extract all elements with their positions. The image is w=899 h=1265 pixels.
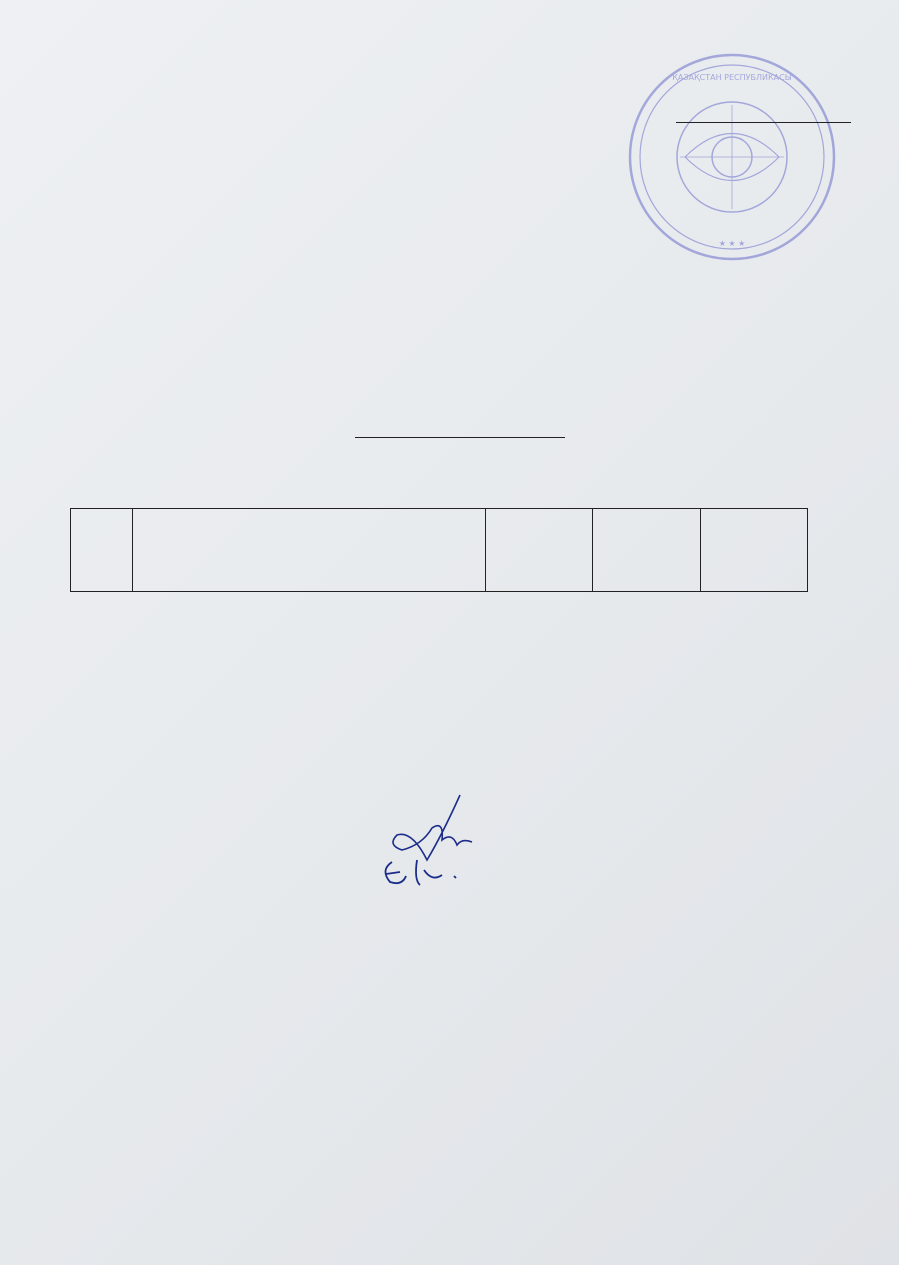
date-month xyxy=(425,437,565,438)
header-portion-7-10 xyxy=(485,509,592,592)
official-seal-icon xyxy=(625,50,840,265)
table-header-row xyxy=(71,509,808,592)
header-portion-15-18 xyxy=(700,509,807,592)
approval-block xyxy=(656,104,851,131)
signature-line xyxy=(676,122,851,123)
svg-text:★ ★ ★: ★ ★ ★ xyxy=(718,239,746,248)
date-day xyxy=(355,437,425,438)
date-line xyxy=(60,422,860,443)
header-portion-11-14 xyxy=(593,509,700,592)
header-number xyxy=(71,509,133,592)
header-dish-name xyxy=(133,509,486,592)
handwritten-signature-icon xyxy=(372,790,492,900)
menu-table xyxy=(70,508,808,592)
svg-text:ҚАЗАҚСТАН РЕСПУБЛИКАСЫ: ҚАЗАҚСТАН РЕСПУБЛИКАСЫ xyxy=(672,73,792,82)
top-border-ornament xyxy=(0,8,899,48)
left-border-ornament xyxy=(2,0,32,1265)
right-border-ornament xyxy=(852,0,882,1265)
approver-name-line xyxy=(656,104,851,131)
